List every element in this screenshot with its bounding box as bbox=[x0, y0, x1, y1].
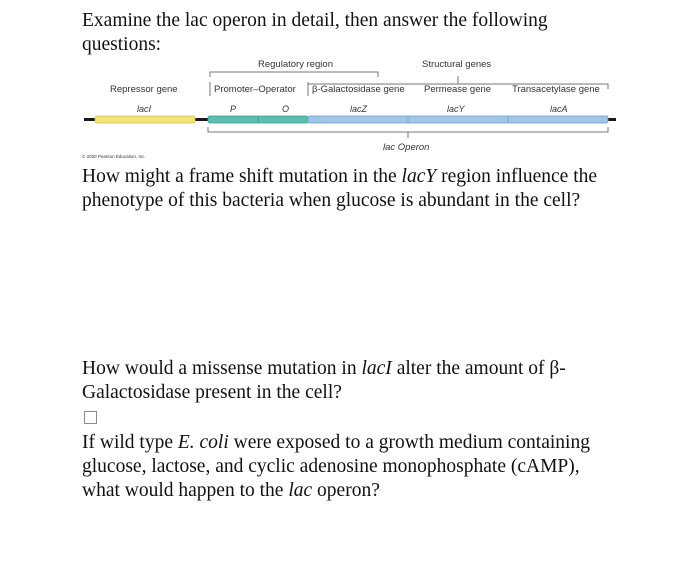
copyright-text: © 2020 Pearson Education, Inc. bbox=[82, 154, 146, 159]
lac-operon-diagram bbox=[80, 52, 620, 164]
question-2: How would a missense mutation in lacI alter the amount of β-Galactosidase present in the cell? bbox=[82, 358, 566, 403]
galactosidase-gene-label: β-Galactosidase gene bbox=[312, 84, 405, 95]
answer-checkbox[interactable] bbox=[84, 411, 97, 424]
structural-genes-block bbox=[308, 116, 608, 123]
question-3: If wild type E. coli were exposed to a growth medium containing glucose, lactose, and cyclic adenosine monophosphate (cAMP), what would happen to the lac operon? bbox=[82, 432, 590, 501]
lac-operon-bracket bbox=[208, 127, 608, 138]
question-1: How might a frame shift mutation in the lacY region influence the phenotype of this bacteria when glucose is abundant in the cell? bbox=[82, 166, 598, 211]
repressor-gene-label: Repressor gene bbox=[110, 84, 178, 95]
lacI-label: lacI bbox=[137, 104, 152, 114]
promoter-operator-label: Promoter–Operator bbox=[214, 84, 296, 95]
permease-gene-label: Permease gene bbox=[424, 84, 492, 95]
lacA-label: lacA bbox=[550, 104, 568, 114]
regulatory-region-label: Regulatory region bbox=[258, 59, 333, 70]
structural-genes-label: Structural genes bbox=[422, 59, 492, 70]
lacZ-label: lacZ bbox=[350, 104, 368, 114]
operator-O-label: O bbox=[282, 104, 290, 114]
lacY-label: lacY bbox=[447, 104, 465, 114]
lac-operon-label: lac Operon bbox=[383, 142, 430, 153]
promoter-P-label: P bbox=[230, 104, 237, 114]
transacetylase-gene-label: Transacetylase gene bbox=[512, 84, 600, 95]
repressor-gene-block bbox=[95, 116, 195, 123]
regulatory-region-bracket bbox=[210, 72, 378, 77]
intro-prompt: Examine the lac operon in detail, then answer the following questions: bbox=[82, 10, 548, 55]
